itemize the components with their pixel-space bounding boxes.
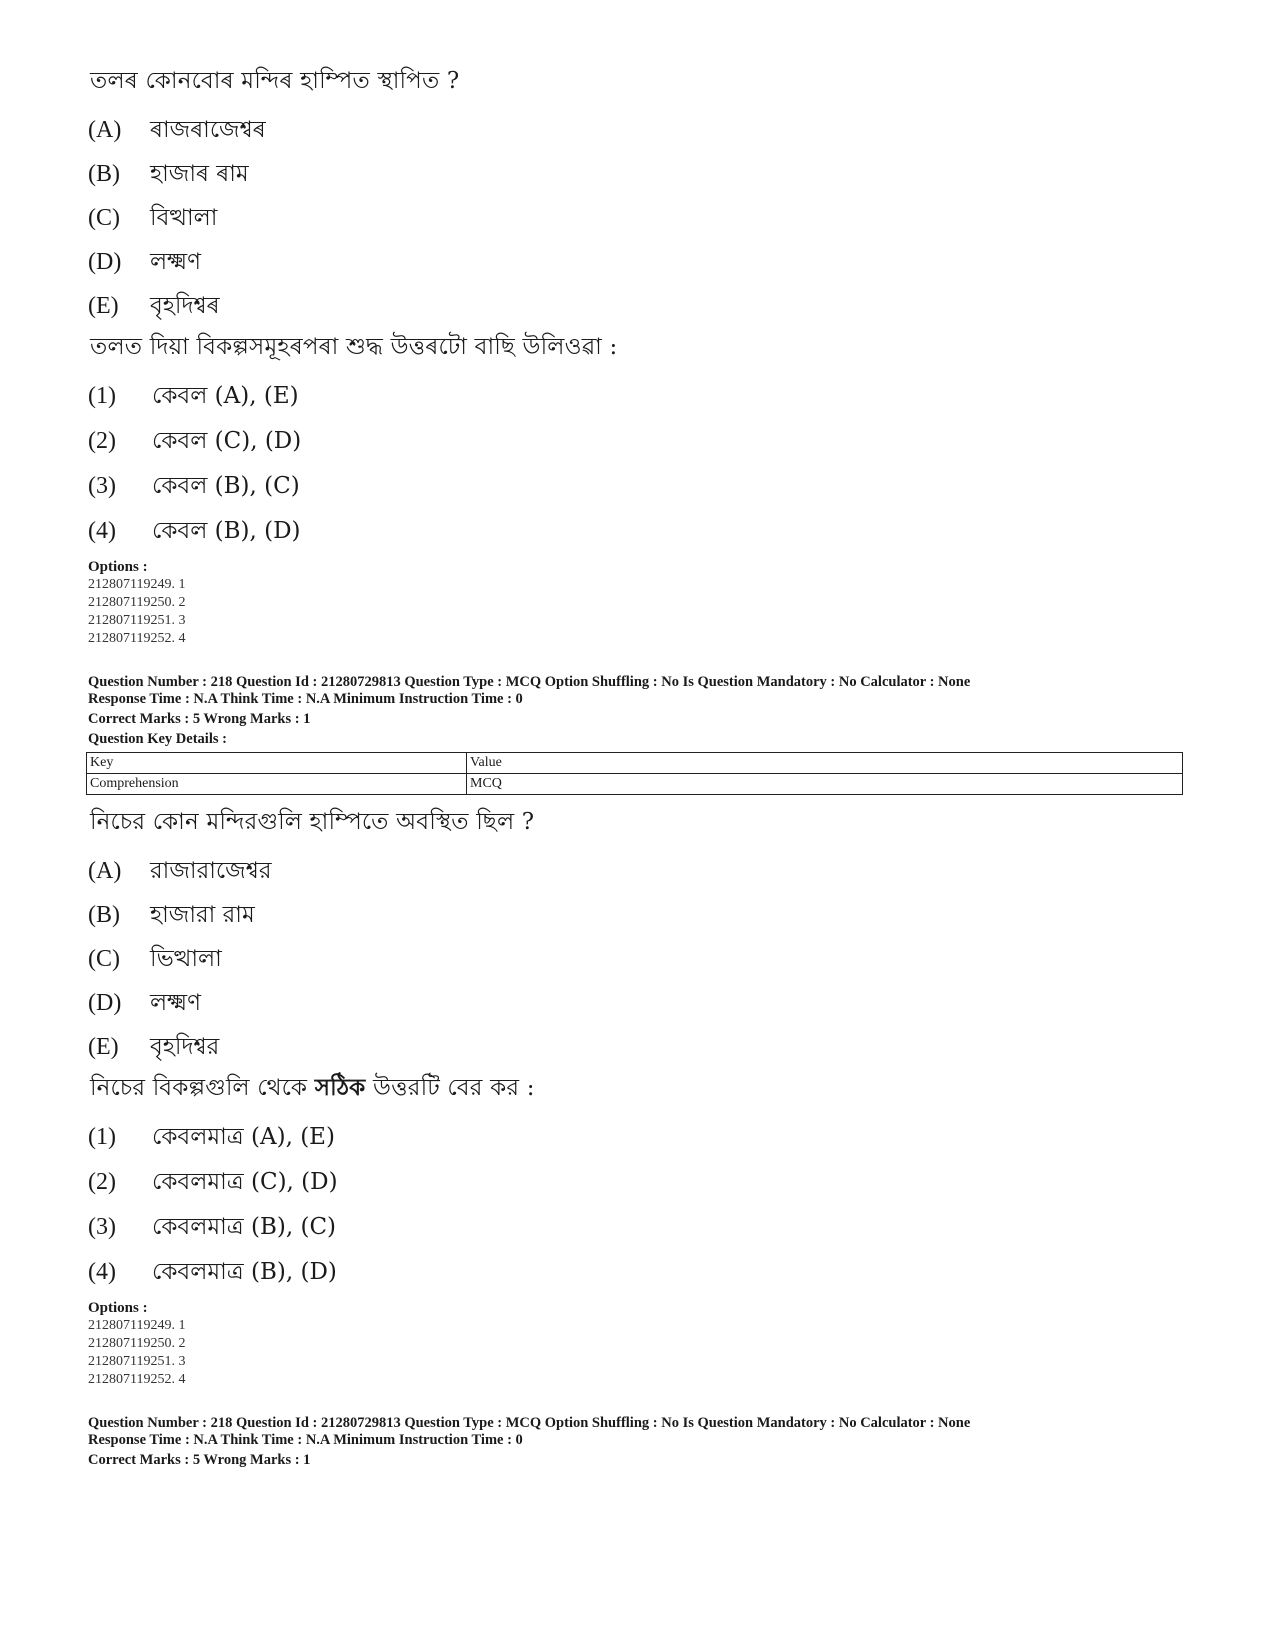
option-id: 212807119252. 4 [88, 1372, 186, 1387]
answer-label: (2) [88, 1169, 116, 1195]
answer-text: কেবলমাত্র (C), (D) [152, 1169, 338, 1195]
meta-line: Response Time : N.A Think Time : N.A Minimum Instruction Time : 0 [88, 691, 523, 707]
table-row [87, 774, 1183, 795]
statement-label: (D) [88, 248, 122, 275]
statement-label: (B) [88, 160, 120, 187]
table-row [87, 753, 1183, 774]
instruction-emphasis: সঠিক [314, 1074, 366, 1101]
question-text: তলৰ কোনবোৰ মন্দিৰ হাম্পিত স্থাপিত ? [90, 68, 460, 94]
exam-page [88, 66, 1188, 1469]
statement-label: (B) [88, 901, 120, 928]
option-id: 212807119250. 2 [88, 1336, 186, 1351]
instruction-part: উত্তরটি বের কর : [365, 1075, 535, 1101]
answer-text: কেবল (A), (E) [152, 383, 299, 409]
statement-text: ভিত্থালা [150, 945, 222, 972]
statement-item [88, 240, 1188, 284]
table-cell: Key [87, 753, 467, 774]
table-cell: MCQ [467, 774, 1183, 795]
answer-option [88, 464, 1188, 509]
option-id: 212807119251. 3 [88, 613, 186, 628]
table-cell: Comprehension [87, 774, 467, 795]
answer-label: (1) [88, 1124, 116, 1150]
statement-item [88, 981, 1188, 1025]
statement-label: (A) [88, 116, 122, 143]
statement-item [88, 893, 1188, 937]
statement-text: বৃহদিশ্বৰ [150, 292, 220, 319]
meta-line: Question Number : 218 Question Id : 21280729813 Question Type : MCQ Option Shuffling : No Is Question Mandatory : No Calculator : None [88, 1415, 971, 1431]
answer-text: কেবলমাত্র (B), (D) [152, 1259, 337, 1285]
instruction-text [90, 1073, 1188, 1103]
statement-label: (C) [88, 945, 120, 972]
question-meta [88, 1415, 1188, 1469]
option-id: 212807119251. 3 [88, 1354, 186, 1369]
answer-option [88, 509, 1188, 554]
answer-option [88, 419, 1188, 464]
option-id: 212807119252. 4 [88, 631, 186, 646]
question-block-assamese [88, 66, 1188, 648]
meta-line: Question Key Details : [88, 731, 227, 747]
statement-item [88, 849, 1188, 893]
answer-option [88, 1205, 1188, 1250]
statement-text: বিত্থালা [150, 204, 218, 231]
answer-option [88, 1160, 1188, 1205]
option-id: 212807119250. 2 [88, 595, 186, 610]
meta-line: Response Time : N.A Think Time : N.A Minimum Instruction Time : 0 [88, 1432, 523, 1448]
answer-text: কেবল (B), (D) [152, 518, 301, 544]
answer-label: (1) [88, 383, 116, 409]
answer-label: (3) [88, 1214, 116, 1240]
statement-text: বৃহদিশ্বর [150, 1033, 220, 1060]
options-title: Options : [88, 1300, 148, 1316]
answer-option [88, 1250, 1188, 1295]
meta-line: Correct Marks : 5 Wrong Marks : 1 [88, 1452, 311, 1468]
statement-item [88, 152, 1188, 196]
question-meta [88, 674, 1188, 795]
statement-text: ৰাজৰাজেশ্বৰ [150, 116, 266, 143]
meta-line: Correct Marks : 5 Wrong Marks : 1 [88, 711, 311, 727]
question-block-bengali [88, 807, 1188, 1389]
answer-text: কেবলমাত্র (B), (C) [152, 1214, 337, 1240]
question-text: নিচের কোন মন্দিরগুলি হাম্পিতে অবস্থিত ছিল ? [90, 809, 535, 835]
statement-text: হাজাৰ ৰাম [150, 160, 249, 187]
table-cell: Value [467, 753, 1183, 774]
statement-text: লক্ষ্মণ [150, 989, 202, 1016]
statement-item [88, 937, 1188, 981]
answer-text: কেবলমাত্র (A), (E) [152, 1124, 335, 1150]
statement-text: লক্ষ্মণ [150, 248, 202, 275]
statement-item [88, 1025, 1188, 1069]
answer-label: (4) [88, 518, 116, 544]
answer-label: (3) [88, 473, 116, 499]
statement-text: হাজারা রাম [150, 901, 255, 928]
statement-label: (E) [88, 1033, 119, 1060]
answer-option [88, 1115, 1188, 1160]
option-id: 212807119249. 1 [88, 1318, 186, 1333]
instruction-part: নিচের বিকল্পগুলি থেকে [90, 1075, 315, 1101]
statement-label: (E) [88, 292, 119, 319]
statement-item [88, 196, 1188, 240]
answer-text: কেবল (B), (C) [152, 473, 300, 499]
option-id: 212807119249. 1 [88, 577, 186, 592]
options-title: Options : [88, 559, 148, 575]
meta-line: Question Number : 218 Question Id : 21280729813 Question Type : MCQ Option Shuffling : No Is Question Mandatory : No Calculator : None [88, 674, 971, 690]
answer-text: কেবল (C), (D) [152, 428, 302, 454]
statement-label: (D) [88, 989, 122, 1016]
instruction-text: তলত দিয়া বিকল্পসমূহৰপৰা শুদ্ধ উত্তৰটো বাছি উলিওৱা : [90, 334, 618, 360]
statement-item [88, 284, 1188, 328]
answer-label: (4) [88, 1259, 116, 1285]
statement-label: (C) [88, 204, 120, 231]
statement-text: রাজারাজেশ্বর [150, 857, 272, 884]
statement-label: (A) [88, 857, 122, 884]
statement-item [88, 108, 1188, 152]
answer-option [88, 374, 1188, 419]
answer-label: (2) [88, 428, 116, 454]
question-key-table [86, 752, 1183, 795]
